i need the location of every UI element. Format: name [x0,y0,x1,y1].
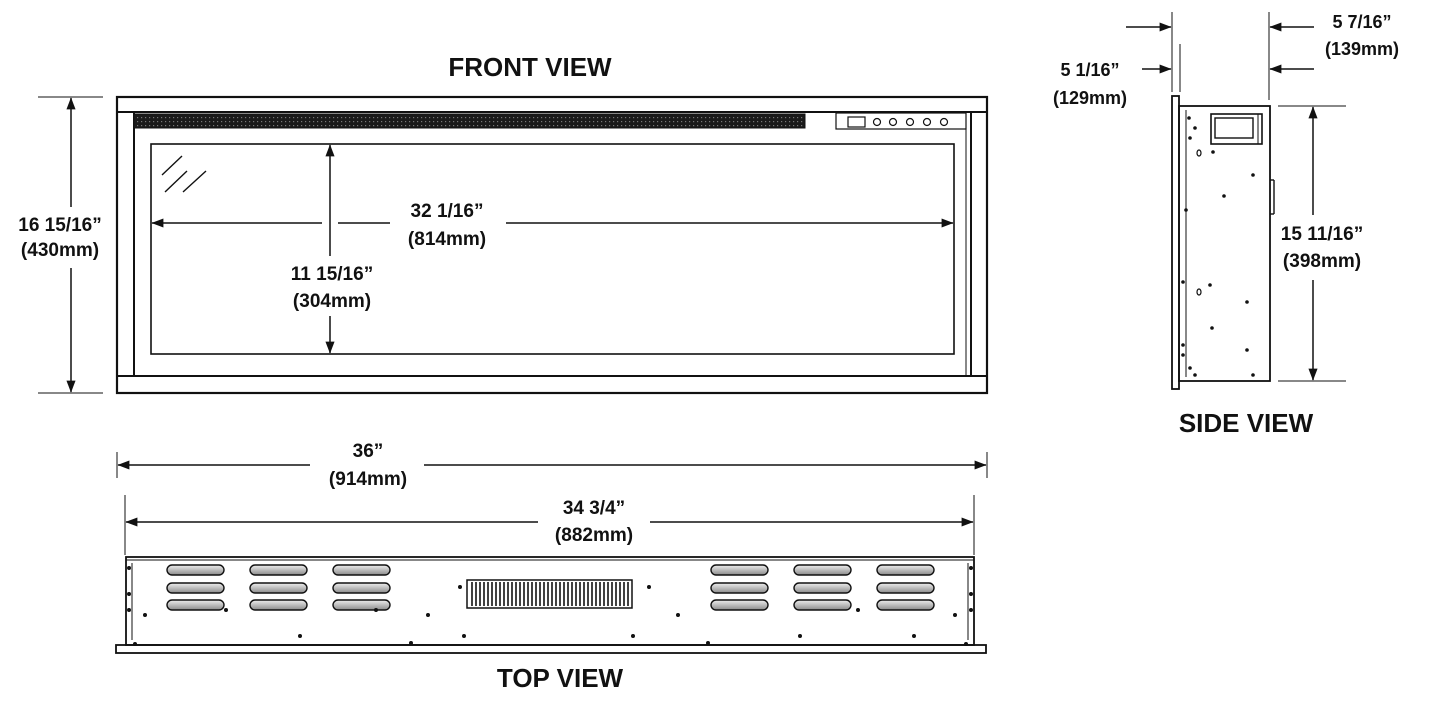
screw [676,613,680,617]
glass-glare-3 [183,171,206,192]
screw [409,641,413,645]
front-view [117,97,987,393]
screw [647,585,651,589]
side-depth-body-metric: (129mm) [1052,88,1128,108]
screw [127,566,131,570]
screw [426,613,430,617]
side-front-trim [1172,96,1179,389]
louvre-slot [167,600,224,610]
screw [1208,283,1212,287]
louvre-slot [877,600,934,610]
louvre-slot [167,583,224,593]
top-view [116,557,986,653]
glass-panel [151,144,954,354]
body-width-dimension [125,495,974,555]
screw [1188,366,1192,370]
screw [969,608,973,612]
screw [1193,126,1197,130]
side-height-imperial: 15 11/16” [1280,224,1364,245]
screw [374,608,378,612]
louvre-slot [711,565,768,575]
front-height-metric: (430mm) [20,240,100,261]
louvre-slot [333,583,390,593]
body-width-imperial: 34 3/4” [562,498,626,519]
control-button-4 [924,119,931,126]
screw [631,634,635,638]
screw [964,642,968,646]
louvre-slot [250,583,307,593]
screw [462,634,466,638]
screw [1193,373,1197,377]
screw [458,585,462,589]
glass-height-metric: (304mm) [292,291,372,312]
screw [1181,280,1185,284]
glass-width-imperial: 32 1/16” [410,201,484,222]
control-button-5 [941,119,948,126]
side-body [1179,106,1270,381]
louvre-slot [794,583,851,593]
screw [953,613,957,617]
overall-width-imperial: 36” [352,441,384,462]
screw [1188,136,1192,140]
screw [1211,150,1215,154]
side-bracket-inner [1215,118,1253,138]
louvre-slot [333,600,390,610]
louvre-slot [167,565,224,575]
control-button-1 [874,119,881,126]
screw [1251,373,1255,377]
louvre-slot [794,600,851,610]
top-mounting-flange [116,645,986,653]
louvre-slot [333,565,390,575]
louvre-slot [711,583,768,593]
screw [298,634,302,638]
side-depth-overall-metric: (139mm) [1324,39,1400,59]
louvre-slot [794,565,851,575]
top-louvres [167,565,934,610]
keyhole [1197,289,1201,295]
overall-width-dimension [117,452,987,478]
side-height-metric: (398mm) [1282,251,1362,272]
screw [1181,343,1185,347]
side-view-title: SIDE VIEW [1178,408,1314,438]
louvre-slot [250,600,307,610]
glass-glare-2 [165,171,187,192]
control-display [848,117,865,127]
control-button-3 [907,119,914,126]
top-view-title: TOP VIEW [496,663,624,693]
louvre-slot [250,565,307,575]
front-outer-frame [117,97,987,393]
overall-width-metric: (914mm) [328,469,408,490]
screw [1245,348,1249,352]
screw [1245,300,1249,304]
speaker-grille [134,114,805,128]
screw [1210,326,1214,330]
side-depth-overall-dimension [1269,12,1314,100]
louvre-slot [711,600,768,610]
side-view [1172,96,1274,389]
side-depth-body-dimension [1126,12,1180,92]
side-screws [1181,116,1255,377]
front-height-imperial: 16 15/16” [18,215,102,236]
screw [969,592,973,596]
screw [856,608,860,612]
screw [798,634,802,638]
screw [1187,116,1191,120]
screw [1222,194,1226,198]
screw [127,592,131,596]
screw [1251,173,1255,177]
screw [224,608,228,612]
screw [1184,208,1188,212]
control-button-2 [890,119,897,126]
glass-width-metric: (814mm) [407,229,487,250]
screw [143,613,147,617]
side-depth-body-imperial: 5 1/16” [1060,60,1120,80]
keyhole [1197,150,1201,156]
louvre-slot [877,565,934,575]
screw [912,634,916,638]
side-depth-overall-imperial: 5 7/16” [1332,12,1392,32]
screw [127,608,131,612]
screw [133,642,137,646]
body-width-metric: (882mm) [554,525,634,546]
glass-height-imperial: 11 15/16” [290,264,374,285]
front-view-title: FRONT VIEW [448,52,612,82]
screw [969,566,973,570]
glass-glare-1 [162,156,182,175]
screw [706,641,710,645]
louvre-slot [877,583,934,593]
screw [1181,353,1185,357]
top-heater-vent-fins [472,582,628,606]
